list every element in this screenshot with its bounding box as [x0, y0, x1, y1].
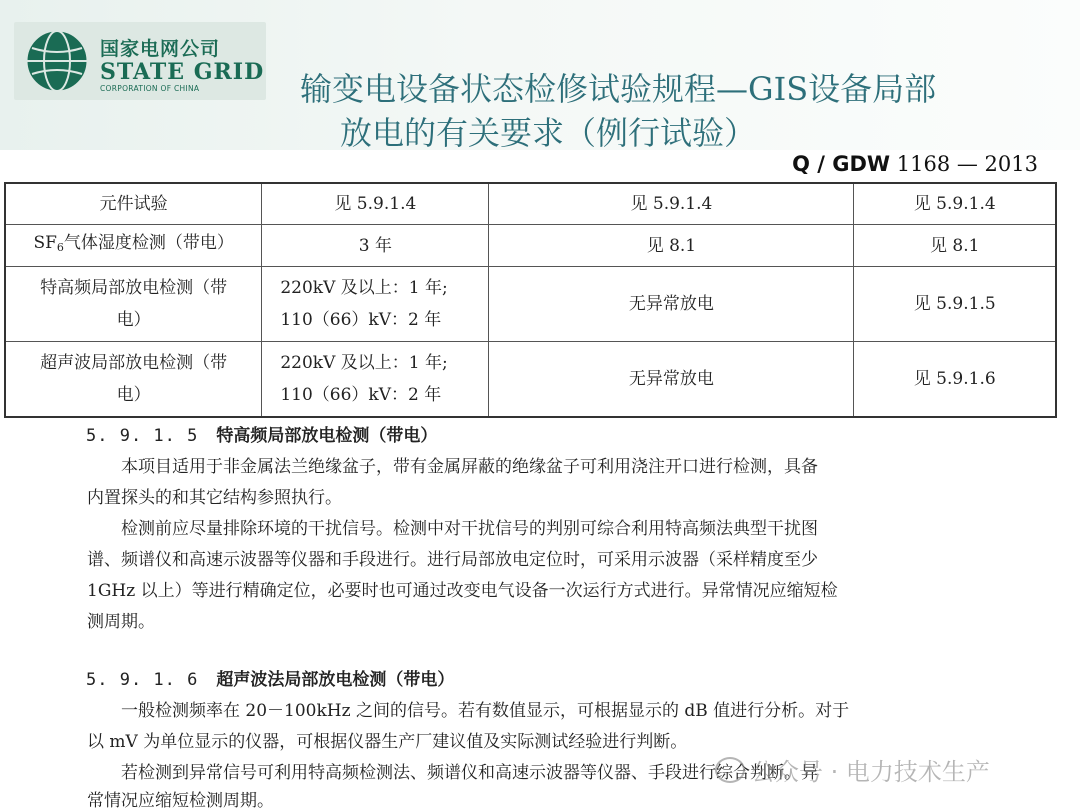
table-row	[5, 267, 1056, 342]
paragraph-line: 检测前应尽量排除环境的干扰信号。检测中对干扰信号的判别可综合利用特高频法典型干扰图	[121, 519, 818, 539]
item-line: 电）	[116, 310, 151, 330]
slide-title-line1: 输变电设备状态检修试验规程—GIS设备局部	[300, 70, 937, 108]
item-suffix: 气体湿度检测（带电）	[63, 233, 234, 253]
standard-code	[792, 152, 1038, 176]
table-cell-cycle: 3 年	[262, 225, 489, 267]
logo-english-name: STATE GRID	[100, 59, 265, 85]
cycle-line: 110（66）kV：2 年	[280, 385, 442, 405]
paragraph-line: 内置探头的和其它结构参照执行。	[87, 488, 342, 508]
item-subscript: 6	[56, 241, 64, 254]
logo-chinese-name: 国家电网公司	[100, 38, 221, 60]
table-row	[5, 183, 1056, 225]
table-cell-requirement: 见 8.1	[489, 225, 854, 267]
table-cell-note: 见 5.9.1.6	[854, 342, 1056, 418]
cycle-line: 220kV 及以上：1 年;	[280, 353, 448, 373]
table-row	[5, 342, 1056, 418]
table-cell-requirement: 无异常放电	[489, 342, 854, 418]
wechat-icon	[715, 757, 745, 783]
table-cell-requirement: 无异常放电	[489, 267, 854, 342]
standard-number: 1168 — 2013	[896, 152, 1038, 176]
logo-english-subtitle: CORPORATION OF CHINA	[100, 84, 200, 93]
paragraph-line: 本项目适用于非金属法兰绝缘盆子，带有金属屏蔽的绝缘盆子可利用浇注开口进行检测，具备	[121, 457, 818, 477]
section-title: 特高频局部放电检测（带电）	[216, 426, 438, 446]
slide-title-line2: 放电的有关要求（例行试验）	[340, 114, 757, 152]
paragraph-line: 以 mV 为单位显示的仪器，可根据仪器生产厂建议值及实际测试经验进行判断。	[87, 732, 688, 752]
paragraph-line: 若检测到异常信号可利用特高频检测法、频谱仪和高速示波器等仪器、手段进行综合判断。异	[121, 763, 818, 783]
paragraph-line: 谱、频谱仪和高速示波器等仪器和手段进行。进行局部放电定位时，可采用示波器（采样精度至少	[87, 550, 818, 570]
section-heading	[86, 421, 437, 446]
table-cell-note: 见 8.1	[854, 225, 1056, 267]
table-cell-cycle	[262, 342, 489, 418]
section-number: 5. 9. 1. 5	[86, 426, 199, 446]
item-line: 特高频局部放电检测（带	[40, 278, 228, 298]
item-prefix: SF	[33, 233, 57, 253]
standard-prefix: Q / GDW	[792, 152, 891, 176]
watermark	[715, 752, 990, 787]
item-line: 电）	[116, 385, 151, 405]
paragraph-line: 测周期。	[87, 612, 155, 632]
test-items-table	[4, 182, 1057, 418]
section-number: 5. 9. 1. 6	[86, 670, 199, 690]
table-cell-cycle: 见 5.9.1.4	[262, 183, 489, 225]
item-line: 超声波局部放电检测（带	[40, 353, 228, 373]
section-title: 超声波法局部放电检测（带电）	[216, 670, 455, 690]
table-cell-item: 元件试验	[5, 183, 262, 225]
paragraph-line: 常情况应缩短检测周期。	[87, 791, 274, 811]
table-cell-item	[5, 267, 262, 342]
table-cell-note: 见 5.9.1.5	[854, 267, 1056, 342]
paragraph-line: 一般检测频率在 20－100kHz 之间的信号。若有数值显示，可根据显示的 dB 值进行分析。对于	[121, 701, 850, 721]
cycle-line: 220kV 及以上：1 年;	[280, 278, 448, 298]
table-cell-note: 见 5.9.1.4	[854, 183, 1056, 225]
table-cell-cycle	[262, 267, 489, 342]
paragraph-line: 1GHz 以上）等进行精确定位，必要时也可通过改变电气设备一次运行方式进行。异常情况应缩短检	[87, 581, 838, 601]
table-cell-requirement: 见 5.9.1.4	[489, 183, 854, 225]
table-cell-item	[5, 342, 262, 418]
state-grid-globe-icon	[24, 28, 90, 94]
section-heading	[86, 665, 454, 690]
table-row	[5, 225, 1056, 267]
table-cell-item	[5, 225, 262, 267]
watermark-text: 公众号 · 电力技术生产	[751, 758, 990, 786]
cycle-line: 110（66）kV：2 年	[280, 310, 442, 330]
